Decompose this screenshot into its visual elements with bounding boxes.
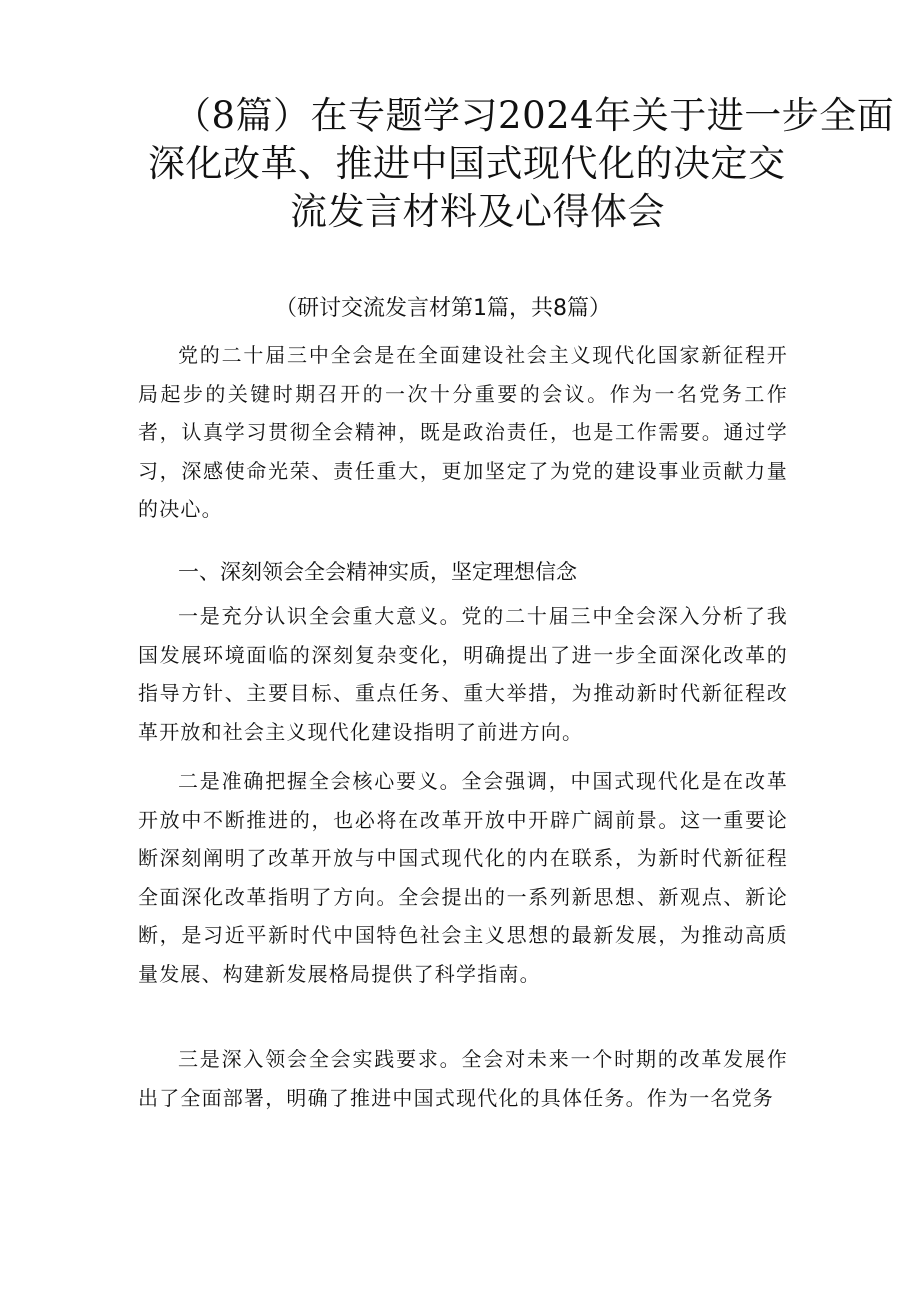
paragraph-point-1: 一是充分认识全会重大意义。党的二十届三中全会深入分析了我国发展环境面临的深刻复杂变化，明确提出了进一步全面深化改革的指导方针、主要目标、重点任务、重大举措，为推动新时代新征程改革开放和社会主义现代化建设指明了前进方向。 <box>138 604 788 744</box>
section-heading: 一、深刻领会全会精神实质，坚定理想信念 <box>178 560 577 584</box>
paragraph-point-2: 二是准确把握全会核心要义。全会强调，中国式现代化是在改革开放中不断推进的，也必将在改革开放中开辟广阔前景。这一重要论断深刻阐明了改革开放与中国式现代化的内在联系，为新时代新征程全面深化改革指明了方向。全会提出的一系列新思想、新观点、新论断，是习近平新时代中国特色社会主义思想的最新发展，为推动高质量发展、构建新发展格局提供了科学指南。 <box>138 769 788 986</box>
paragraph-point-3: 三是深入领会全会实践要求。全会对未来一个时期的改革发展作出了全面部署，明确了推进中国式现代化的具体任务。作为一名党务 <box>138 1047 788 1110</box>
intro-paragraph: 党的二十届三中全会是在全面建设社会主义现代化国家新征程开局起步的关键时期召开的一次十分重要的会议。作为一名党务工作者，认真学习贯彻全会精神，既是政治责任，也是工作需要。通过学习，深感使命光荣、责任重大，更加坚定了为党的建设事业贡献力量的决心。 <box>138 343 788 521</box>
title-line-3: 流发言材料及心得体会 <box>290 190 665 233</box>
document-subtitle: （研讨交流发言材第1篇，共8篇） <box>275 296 611 321</box>
title-line-1: （8篇）在专题学习2024年关于进一步全面 <box>174 94 895 137</box>
title-line-2: 深化改革、推进中国式现代化的决定交 <box>148 142 786 185</box>
document-title <box>120 92 895 236</box>
